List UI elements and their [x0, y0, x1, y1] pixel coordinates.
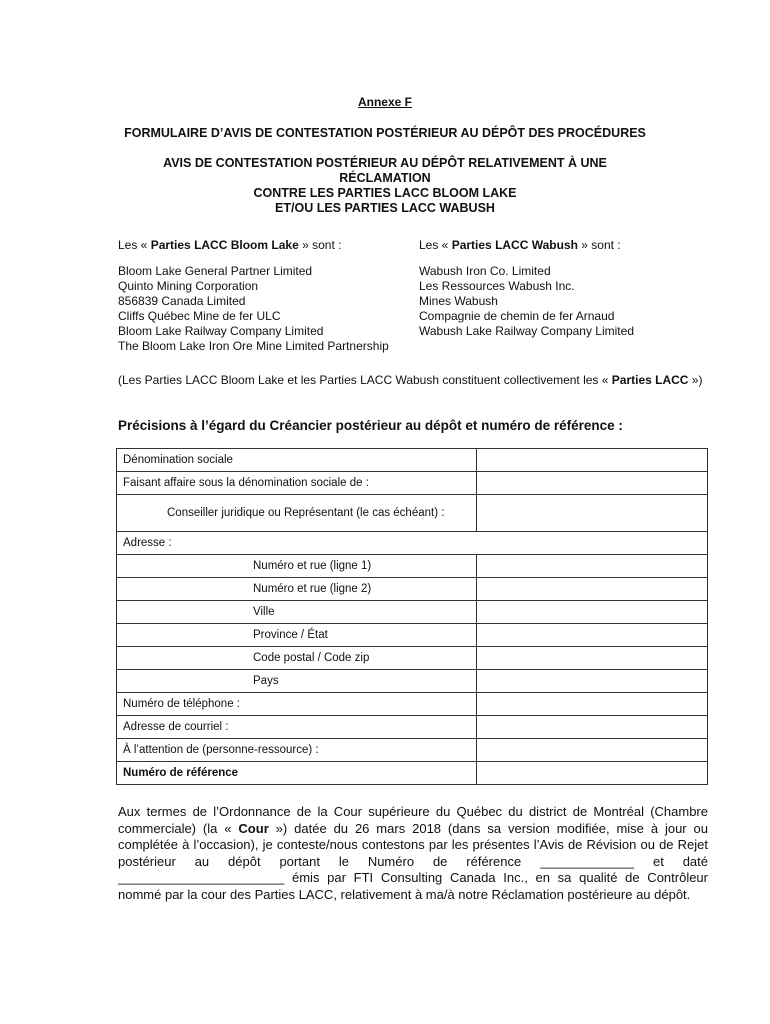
form-field-label: Faisant affaire sous la dénomination sociale de : — [117, 472, 477, 495]
intro-text: » sont : — [577, 238, 621, 252]
notice-heading-line: ET/OU LES PARTIES LACC WABUSH — [275, 201, 495, 215]
form-field-label: Pays — [117, 670, 477, 693]
notice-heading-line: CONTRE LES PARTIES LACC BLOOM LAKE — [253, 186, 517, 200]
wabush-intro — [419, 238, 719, 253]
paragraph-bold: Cour — [238, 820, 269, 836]
form-field-label: Numéro et rue (ligne 2) — [117, 578, 477, 601]
form-row — [117, 601, 708, 624]
form-row — [117, 532, 708, 555]
notice-heading — [0, 156, 770, 216]
form-field-label: Province / État — [117, 624, 477, 647]
note-text: ») — [688, 373, 703, 387]
form-field-label: Code postal / Code zip — [117, 647, 477, 670]
paragraph-text: Aux termes de l’Ordonnance de la Cour supérieure du Québec du district de Montréal (Chambre commerciale) (la « — [118, 804, 708, 836]
form-row — [117, 739, 708, 762]
intro-text: Les « — [118, 238, 151, 252]
party-item: Wabush Iron Co. Limited — [419, 264, 551, 278]
form-row — [117, 449, 708, 472]
form-field-label: À l’attention de (personne-ressource) : — [117, 739, 477, 762]
form-field-label: Adresse : — [117, 532, 708, 555]
intro-bold: Parties LACC Bloom Lake — [150, 238, 299, 252]
form-field-value[interactable] — [477, 601, 708, 624]
note-text: (Les Parties LACC Bloom Lake et les Parties LACC Wabush constituent collectivement les « — [118, 373, 612, 387]
form-row — [117, 495, 708, 532]
form-field-label: Adresse de courriel : — [117, 716, 477, 739]
form-field-label: Ville — [117, 601, 477, 624]
form-row — [117, 578, 708, 601]
form-field-value[interactable] — [477, 472, 708, 495]
party-item: Compagnie de chemin de fer Arnaud — [419, 309, 615, 323]
form-field-value[interactable] — [477, 762, 708, 785]
notice-heading-line: AVIS DE CONTESTATION POSTÉRIEUR AU DÉPÔT RELATIVEMENT À UNE — [163, 156, 607, 170]
form-field-label: Numéro de référence — [117, 762, 477, 785]
notice-heading-line: RÉCLAMATION — [339, 171, 431, 185]
form-title: FORMULAIRE D’AVIS DE CONTESTATION POSTÉRIEUR AU DÉPÔT DES PROCÉDURES — [124, 126, 646, 140]
party-item: Bloom Lake Railway Company Limited — [118, 324, 324, 338]
form-field-label: Numéro de téléphone : — [117, 693, 477, 716]
form-row — [117, 670, 708, 693]
form-field-value[interactable] — [477, 624, 708, 647]
form-row — [117, 624, 708, 647]
parties-note — [118, 372, 708, 388]
form-row — [117, 693, 708, 716]
form-row — [117, 555, 708, 578]
party-item: Quinto Mining Corporation — [118, 279, 259, 293]
party-item: Wabush Lake Railway Company Limited — [419, 324, 634, 338]
form-row — [117, 716, 708, 739]
party-item: 856839 Canada Limited — [118, 294, 246, 308]
form-field-label: Numéro et rue (ligne 1) — [117, 555, 477, 578]
form-row — [117, 762, 708, 785]
party-item: Cliffs Québec Mine de fer ULC — [118, 309, 281, 323]
form-field-label: Dénomination sociale — [117, 449, 477, 472]
section-title: Précisions à l’égard du Créancier postérieur au dépôt et numéro de référence : — [118, 418, 623, 433]
form-field-value[interactable] — [477, 578, 708, 601]
form-row — [117, 647, 708, 670]
form-field-value[interactable] — [477, 739, 708, 762]
annex-title: Annexe F — [357, 95, 412, 109]
bloom-lake-parties — [118, 238, 418, 354]
note-bold: Parties LACC — [611, 373, 689, 387]
form-field-value[interactable] — [477, 647, 708, 670]
contestation-paragraph — [118, 804, 708, 903]
party-item: Mines Wabush — [419, 294, 498, 308]
form-field-value[interactable] — [477, 449, 708, 472]
paragraph-text: ») datée du 26 mars 2018 (dans sa version modifiée, mise à jour ou complétée à l’occasion), je conteste/nous contestons par les présentes l’Avis de Révision ou de Rejet postérieur au dépôt portant le Numéro de référence _____________ et daté _______________________ émis par FTI Consulting Canada Inc., en sa qualité de Contrôleur nommé par la cour des Parties LACC, relativement à ma/à notre Réclamation postérieure au dépôt. — [118, 820, 709, 902]
creditor-form-table — [116, 448, 708, 785]
wabush-parties — [419, 238, 719, 339]
party-item: The Bloom Lake Iron Ore Mine Limited Partnership — [118, 339, 389, 353]
party-item: Les Ressources Wabush Inc. — [419, 279, 575, 293]
party-item: Bloom Lake General Partner Limited — [118, 264, 313, 278]
form-field-value[interactable] — [477, 495, 708, 532]
bloom-lake-intro — [118, 238, 418, 253]
intro-bold: Parties LACC Wabush — [451, 238, 578, 252]
intro-text: Les « — [419, 238, 452, 252]
form-field-label: Conseiller juridique ou Représentant (le cas échéant) : — [117, 495, 477, 532]
form-field-value[interactable] — [477, 716, 708, 739]
form-row — [117, 472, 708, 495]
form-field-value[interactable] — [477, 693, 708, 716]
form-field-value[interactable] — [477, 555, 708, 578]
intro-text: » sont : — [298, 238, 342, 252]
form-field-value[interactable] — [477, 670, 708, 693]
